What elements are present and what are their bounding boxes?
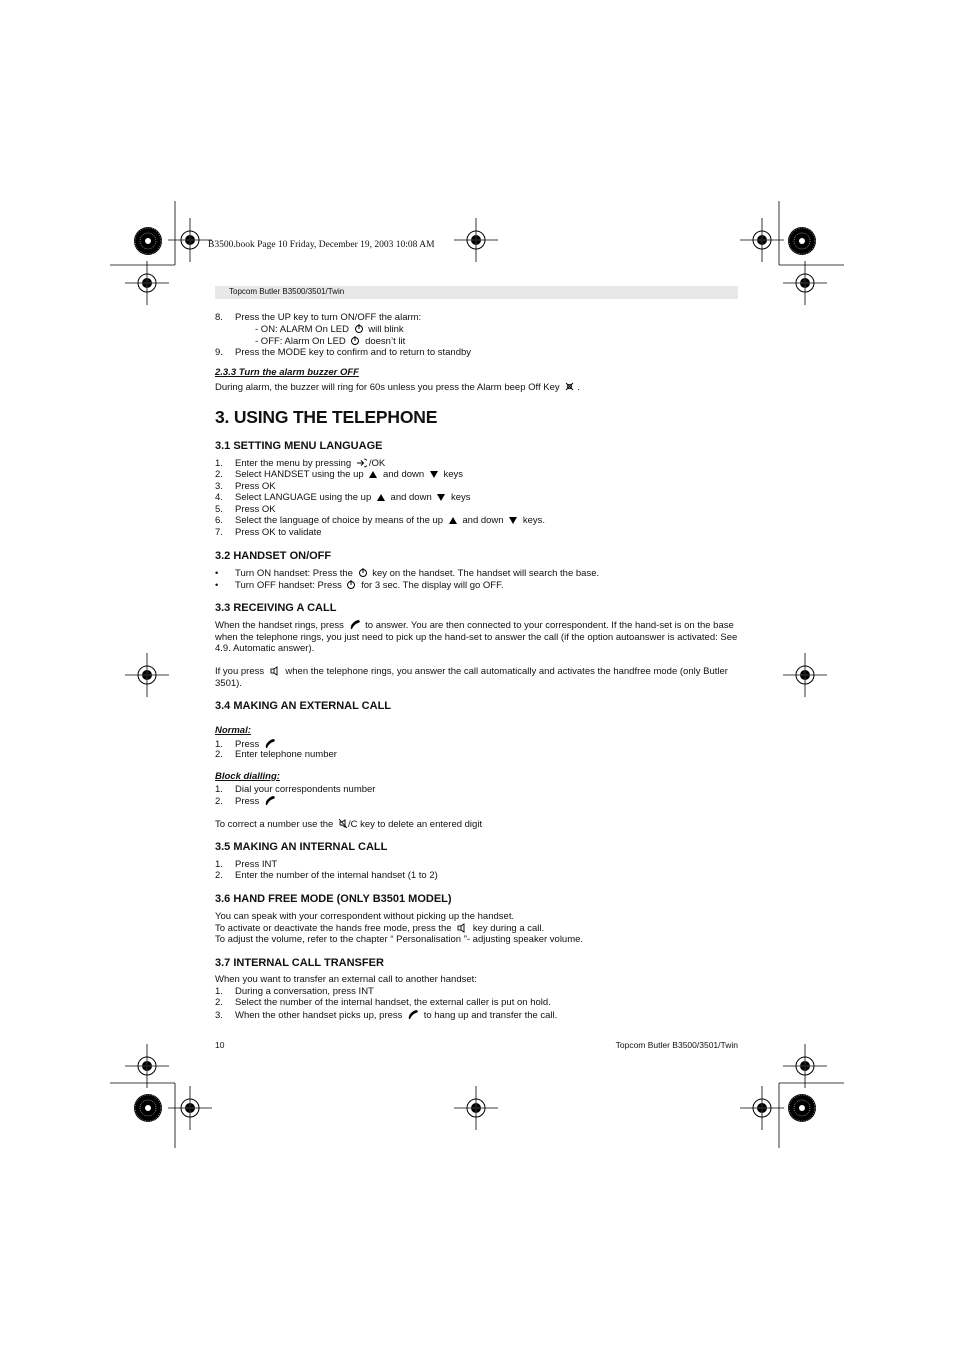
list-item: 1. Enter the menu by pressing /OK: [215, 458, 386, 469]
list-item: 8. Press the UP key to turn ON/OFF the alarm:: [215, 312, 422, 323]
arrow-down-icon: [429, 470, 439, 479]
list-item: • Turn ON handset: Press the key on the handset. The handset will search the base.: [215, 568, 600, 579]
phone-icon: [264, 795, 276, 806]
alarm-off-icon: [564, 381, 575, 392]
arrow-up-icon: [376, 493, 386, 502]
paragraph-line: To activate or deactivate the hands free mode, press the key during a call.: [215, 923, 545, 934]
power-icon: [358, 567, 368, 578]
paragraph: If you press when the telephone rings, you answer the call automatically and activates the handfree mode (only Butler 3501).: [215, 666, 728, 689]
paragraph-line: When you want to transfer an external call to another handset:: [215, 974, 477, 985]
section-title: 3.6 HAND FREE MODE (ONLY B3501 MODEL): [215, 893, 452, 905]
arrow-down-icon: [436, 493, 446, 502]
section-title: 3.5 MAKING AN INTERNAL CALL: [215, 841, 388, 853]
paragraph: When the handset rings, press to answer. You are then connected to your correspondent. If the hand-set is on the base when the telephone rings, you just need to pick up the hand-set to answer the call (if the option autoanswer is activated: See 4.9. Automatic answer).: [215, 620, 738, 654]
section-title: 3.2 HANDSET ON/OFF: [215, 550, 332, 562]
paragraph: During alarm, the buzzer will ring for 60s unless you press the Alarm beep Off Key .: [215, 382, 580, 393]
list-item: - ON: ALARM On LED will blink: [255, 324, 404, 335]
list-item: 9. Press the MODE key to confirm and to return to standby: [215, 347, 472, 358]
list-item: 1. During a conversation, press INT: [215, 986, 374, 997]
section-title: 3.7 INTERNAL CALL TRANSFER: [215, 957, 384, 969]
speaker-icon: [269, 665, 281, 676]
list-item: • Turn OFF handset: Press for 3 sec. The display will go OFF.: [215, 580, 504, 591]
menu-enter-icon: [356, 458, 367, 468]
list-item: 4. Select LANGUAGE using the up and down keys: [215, 492, 471, 503]
subsection-title: 2.3.3 Turn the alarm buzzer OFF: [215, 367, 359, 378]
list-item: 2. Press: [215, 795, 278, 807]
paragraph-line: To adjust the volume, refer to the chapter “ Personalisation ”- adjusting speaker volume.: [215, 934, 584, 945]
paragraph: To correct a number use the /C key to delete an entered digit: [215, 819, 483, 830]
list-item: 3. Press OK: [215, 481, 276, 492]
list-item: 1. Press INT: [215, 859, 278, 870]
footer-title: Topcom Butler B3500/3501/Twin: [615, 1040, 738, 1050]
list-item: 1. Dial your correspondents number: [215, 784, 376, 795]
section-title: 3.3 RECEIVING A CALL: [215, 602, 337, 614]
list-item: 2. Enter telephone number: [215, 749, 337, 760]
section-title: 3.1 SETTING MENU LANGUAGE: [215, 440, 383, 452]
list-item: - OFF: Alarm On LED doesn’t lit: [255, 336, 406, 347]
mute-icon: [338, 818, 348, 829]
power-icon: [346, 579, 356, 590]
power-icon: [350, 335, 360, 346]
arrow-down-icon: [508, 516, 518, 525]
phone-icon: [264, 738, 276, 749]
chapter-title: 3. USING THE TELEPHONE: [215, 407, 438, 427]
subsection-title: Normal:: [215, 725, 251, 736]
phone-icon: [407, 1009, 419, 1020]
subsection-title: Block dialling:: [215, 771, 280, 782]
list-item: 1. Press: [215, 738, 278, 750]
list-item: 3. When the other handset picks up, press to hang up and transfer the call.: [215, 1010, 558, 1021]
list-item: 7. Press OK to validate: [215, 527, 322, 538]
list-item: 5. Press OK: [215, 504, 276, 515]
book-header: B3500.book Page 10 Friday, December 19, 2003 10:08 AM: [208, 240, 435, 250]
power-icon: [354, 323, 364, 334]
running-header-band: [215, 286, 738, 299]
section-title: 3.4 MAKING AN EXTERNAL CALL: [215, 700, 392, 712]
running-header: Topcom Butler B3500/3501/Twin: [229, 287, 345, 296]
arrow-up-icon: [448, 516, 458, 525]
paragraph-line: You can speak with your correspondent without picking up the handset.: [215, 911, 515, 922]
arrow-up-icon: [368, 470, 378, 479]
list-item: 6. Select the language of choice by means of the up and down keys.: [215, 515, 546, 526]
list-item: 2. Enter the number of the internal handset (1 to 2): [215, 870, 438, 881]
phone-icon: [349, 619, 361, 630]
speaker-icon: [456, 922, 468, 933]
page-number: 10: [215, 1040, 225, 1050]
list-item: 2. Select the number of the internal handset, the external caller is put on hold.: [215, 997, 551, 1008]
list-item: 2. Select HANDSET using the up and down keys: [215, 469, 463, 480]
